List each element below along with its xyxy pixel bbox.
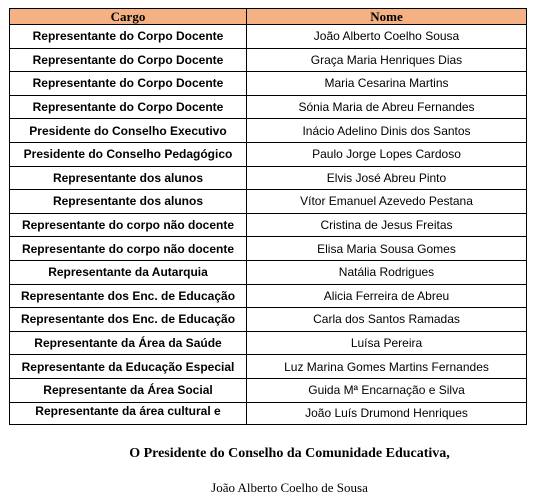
table-row — [10, 72, 527, 96]
cell-nome: Guida Mª Encarnação e Silva — [247, 378, 527, 402]
cell-nome: Vítor Emanuel Azevedo Pestana — [247, 190, 527, 214]
cargo-text: Representante do Corpo Docente — [32, 52, 224, 67]
cell-nome: Cristina de Jesus Freitas — [247, 213, 527, 237]
cell-nome: Luísa Pereira — [247, 331, 527, 355]
table-row — [10, 119, 527, 143]
cell-cargo — [10, 48, 247, 72]
table-row — [10, 48, 527, 72]
table-body — [10, 25, 527, 425]
cargo-text: Representante da Autarquia — [48, 265, 208, 280]
cell-cargo — [10, 72, 247, 96]
cargo-text: Representante do corpo não docente — [21, 218, 235, 233]
table-row — [10, 260, 527, 284]
cell-cargo — [10, 213, 247, 237]
cell-cargo — [10, 190, 247, 214]
cell-nome: Graça Maria Henriques Dias — [247, 48, 527, 72]
cell-cargo — [10, 25, 247, 49]
cell-nome: Maria Cesarina Martins — [247, 72, 527, 96]
cell-nome: João Luís Drumond Henriques — [247, 402, 527, 424]
cargo-text: Representante da Área da Saúde — [34, 336, 222, 351]
cell-cargo — [10, 95, 247, 119]
cell-cargo — [10, 284, 247, 308]
cargo-text: Representante da Educação Especial — [21, 359, 235, 374]
cell-nome: Inácio Adelino Dinis dos Santos — [247, 119, 527, 143]
cell-cargo — [10, 260, 247, 284]
table-row — [10, 402, 527, 424]
cell-nome: Elisa Maria Sousa Gomes — [247, 237, 527, 261]
cell-nome: Elvis José Abreu Pinto — [247, 166, 527, 190]
cell-nome: Sónia Maria de Abreu Fernandes — [247, 95, 527, 119]
cargo-text: Presidente do Conselho Executivo — [29, 123, 227, 138]
cell-nome: Alicia Ferreira de Abreu — [247, 284, 527, 308]
cargo-text: Representante do Corpo Docente — [32, 100, 224, 115]
cargo-text: Representante do Corpo Docente — [32, 29, 224, 44]
cargo-text: Presidente do Conselho Pedagógico — [23, 147, 233, 162]
cargo-text: Representante da Área Social — [43, 383, 213, 398]
cargo-text: Representante dos alunos — [52, 170, 204, 185]
cell-cargo — [10, 331, 247, 355]
column-header-nome: Nome — [247, 9, 527, 25]
cargo-text: Representante da área cultural e — [35, 403, 221, 418]
cell-nome: João Alberto Coelho Sousa — [247, 25, 527, 49]
cell-cargo — [10, 402, 247, 424]
table-row — [10, 213, 527, 237]
table-row — [10, 166, 527, 190]
table-row — [10, 378, 527, 402]
signature-name: João Alberto Coelho de Sousa — [211, 480, 368, 495]
table-row — [10, 142, 527, 166]
council-members-table — [9, 8, 527, 425]
cell-cargo — [10, 119, 247, 143]
cell-cargo — [10, 237, 247, 261]
column-header-cargo: Cargo — [10, 9, 247, 25]
cargo-text: Representante dos Enc. de Educação — [20, 288, 236, 303]
cell-cargo — [10, 166, 247, 190]
cell-nome: Luz Marina Gomes Martins Fernandes — [247, 355, 527, 379]
cell-cargo — [10, 142, 247, 166]
table-row — [10, 190, 527, 214]
cell-cargo — [10, 378, 247, 402]
cargo-text: Representante do Corpo Docente — [32, 76, 224, 91]
cell-nome: Natália Rodrigues — [247, 260, 527, 284]
table-header — [10, 9, 527, 25]
table-row — [10, 308, 527, 332]
cell-nome: Paulo Jorge Lopes Cardoso — [247, 142, 527, 166]
table-row — [10, 95, 527, 119]
table-row — [10, 284, 527, 308]
table-row — [10, 237, 527, 261]
cargo-text: Representante dos Enc. de Educação — [20, 312, 236, 327]
table-row — [10, 25, 527, 49]
table-row — [10, 355, 527, 379]
cell-nome: Carla dos Santos Ramadas — [247, 308, 527, 332]
cargo-text: Representante dos alunos — [52, 194, 204, 209]
table-row — [10, 331, 527, 355]
cell-cargo — [10, 355, 247, 379]
cell-cargo — [10, 308, 247, 332]
cargo-text: Representante do corpo não docente — [21, 241, 235, 256]
header-row — [10, 9, 527, 25]
signature-title: O Presidente do Conselho da Comunidade Educativa, — [129, 446, 450, 461]
